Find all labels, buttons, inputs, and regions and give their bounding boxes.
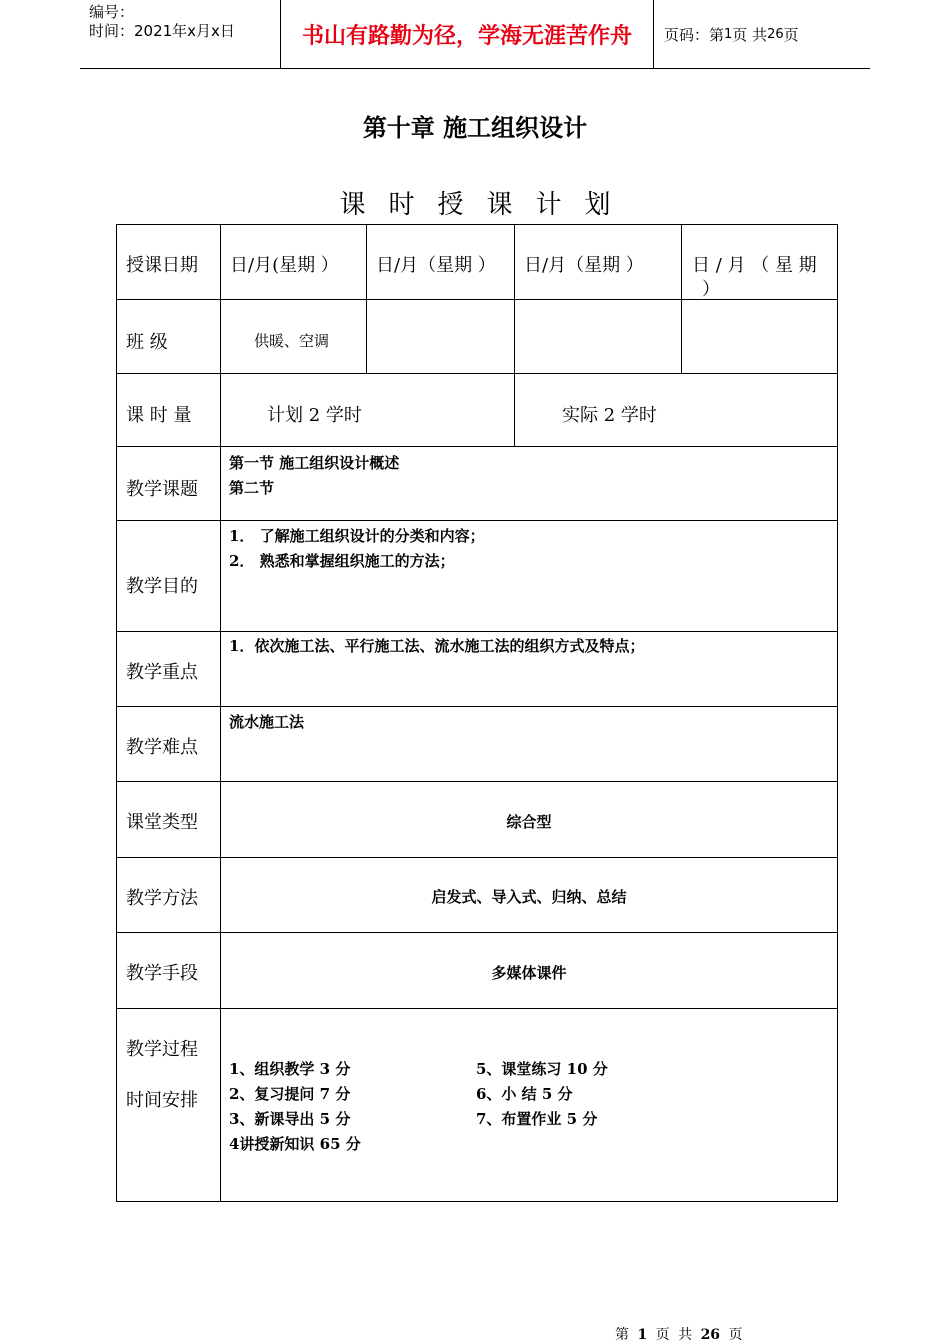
table-border-top [116, 224, 838, 225]
lesson-plan-table [116, 224, 838, 1202]
page-total: 26 [767, 26, 784, 42]
row-divider [116, 781, 838, 782]
date-cell-4-close: ） [702, 279, 720, 300]
means-value: 多媒体课件 [491, 964, 567, 982]
page-label: 页码：第 [664, 25, 725, 44]
row-divider [116, 932, 838, 933]
time-label: 时间：2021年x月x日 [89, 22, 235, 40]
date-cell-2: 日/月（星期 ） [376, 255, 496, 276]
difficulty-label: 教学难点 [126, 737, 198, 758]
schedule-item: 4讲授新知识 65 分 [229, 1135, 361, 1153]
schedule-item: 1、组织教学 3 分 [229, 1060, 351, 1078]
topic-line-1: 第一节 施工组织设计概述 [229, 454, 400, 472]
footer-current: 1 [637, 1327, 648, 1343]
footer-mid: 页 共 [655, 1327, 693, 1343]
means-label: 教学手段 [126, 963, 198, 984]
type-value: 综合型 [506, 813, 552, 831]
schedule-label: 时间安排 [126, 1090, 198, 1111]
method-value: 启发式、导入式、归纳、总结 [431, 888, 627, 906]
page-footer [615, 1324, 743, 1344]
plan-title: 课时授课计划 [339, 190, 634, 220]
date-column-divider [681, 224, 682, 373]
schedule-item: 7、布置作业 5 分 [476, 1110, 598, 1128]
date-column-divider [366, 224, 367, 373]
page-mid: 页 共 [732, 25, 768, 44]
goal-label: 教学目的 [126, 576, 198, 597]
key-label: 教学重点 [126, 662, 198, 683]
header-meta [80, 0, 280, 68]
class-value: 供暖、空调 [254, 332, 330, 350]
footer-end: 页 [728, 1327, 743, 1343]
table-border-left [116, 224, 117, 1202]
hours-label: 课 时 量 [126, 405, 192, 426]
row-divider [116, 373, 838, 374]
chapter-title: 第十章 施工组织设计 [362, 113, 588, 142]
schedule-item: 6、小 结 5 分 [476, 1085, 573, 1103]
date-column-divider [514, 224, 515, 373]
page-header [80, 0, 870, 69]
date-label: 授课日期 [126, 255, 198, 276]
goal-line-1: 1． 了解施工组织设计的分类和内容； [229, 527, 485, 545]
type-label: 课堂类型 [126, 812, 198, 833]
process-label: 教学过程 [126, 1039, 198, 1060]
method-label: 教学方法 [126, 888, 198, 909]
difficulty-value: 流水施工法 [229, 713, 305, 731]
footer-pre: 第 [615, 1327, 629, 1343]
page-end: 页 [783, 25, 799, 44]
date-cell-3: 日/月（星期 ） [524, 255, 644, 276]
header-slogan: 书山有路勤为径，学海无涯苦作舟 [280, 0, 654, 68]
row-divider [116, 706, 838, 707]
row-divider [116, 299, 838, 300]
row-divider [116, 1008, 838, 1009]
footer-total: 26 [700, 1327, 721, 1343]
row-divider [116, 520, 838, 521]
hours-plan: 计划 2 学时 [267, 405, 362, 426]
page-current: 1 [724, 26, 733, 42]
schedule-item: 5、课堂练习 10 分 [476, 1060, 608, 1078]
number-label: 编号： [89, 3, 135, 21]
date-cell-1: 日/月(星期 ） [230, 255, 339, 276]
table-border-right [837, 224, 838, 1202]
key-value: 1．依次施工法、平行施工法、流水施工法的组织方式及特点； [229, 637, 645, 655]
topic-label: 教学课题 [126, 479, 198, 500]
row-divider [116, 446, 838, 447]
hours-actual: 实际 2 学时 [562, 405, 657, 426]
header-page-number [654, 0, 870, 68]
schedule-item: 2、复习提问 7 分 [229, 1085, 351, 1103]
label-column-divider [220, 224, 221, 1202]
hours-column-divider [514, 373, 515, 446]
topic-line-2: 第二节 [229, 479, 275, 497]
table-border-bottom [116, 1201, 838, 1202]
row-divider [116, 857, 838, 858]
schedule-item: 3、新课导出 5 分 [229, 1110, 351, 1128]
goal-line-2: 2． 熟悉和掌握组织施工的方法； [229, 552, 455, 570]
row-divider [116, 631, 838, 632]
class-label: 班 级 [126, 332, 168, 353]
date-cell-4: 日 / 月 （ 星 期 [692, 255, 817, 276]
